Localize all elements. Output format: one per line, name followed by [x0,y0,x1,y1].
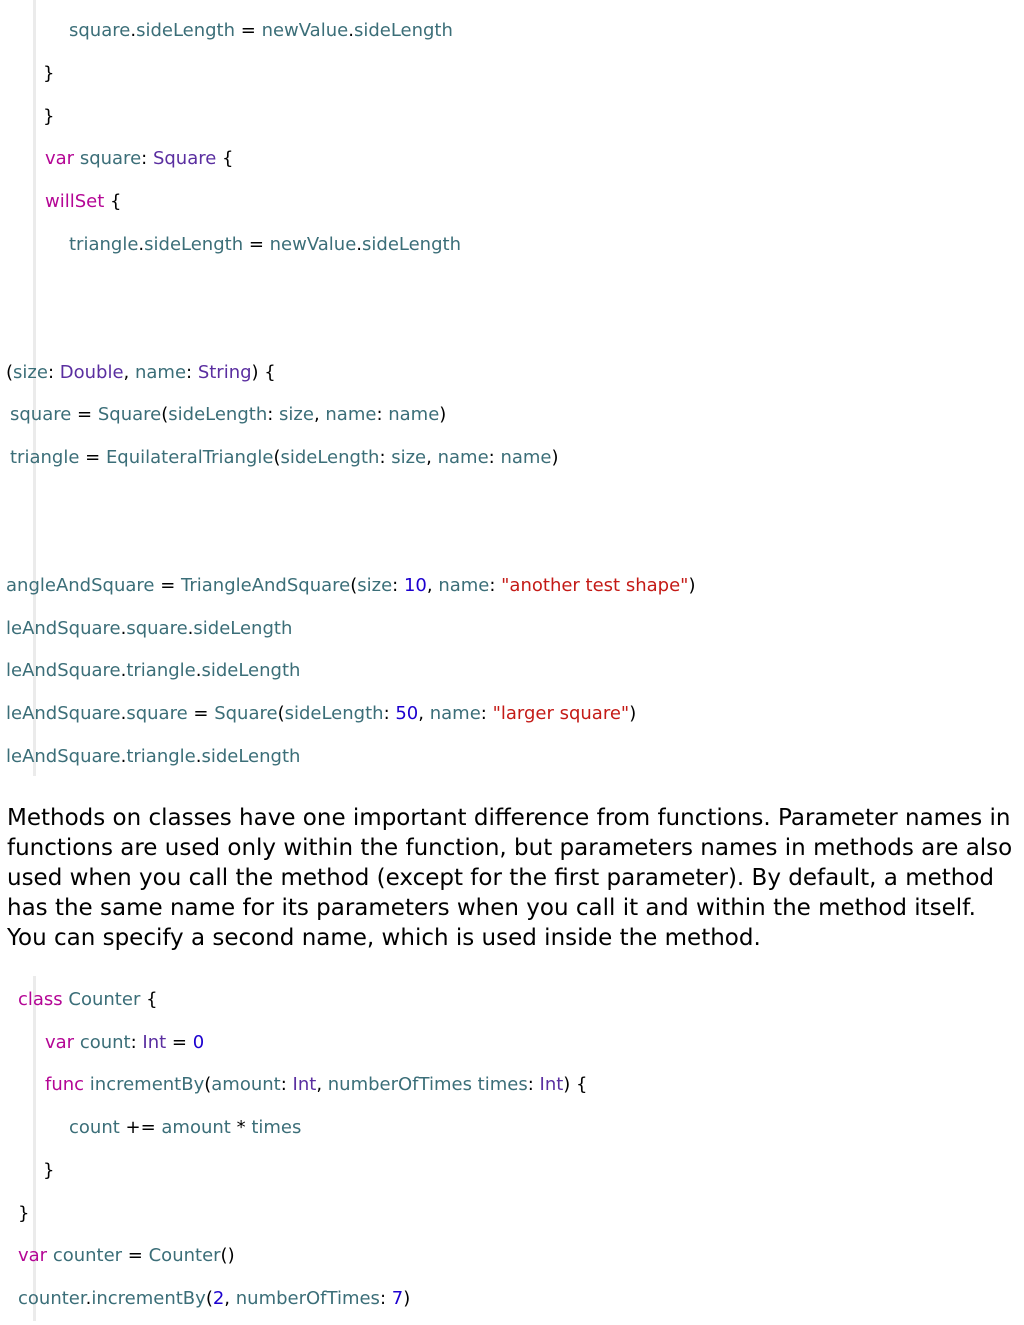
code-token: . [195,660,202,681]
code-token: 7 [391,1288,404,1309]
code-token: name [429,703,481,724]
code-token: { [216,148,234,169]
code-token: String [197,362,252,383]
code-line [69,233,461,257]
code-token: sideLength [201,746,301,767]
code-line [6,617,292,641]
code-token: : [383,703,396,724]
code-token: name [438,575,490,596]
code-line [45,1073,588,1097]
code-token: . [187,618,194,639]
code-token: : [379,447,392,468]
code-line [18,1202,29,1226]
code-line [45,1031,204,1055]
code-line [10,403,446,427]
code-token: = [79,447,106,468]
code-token: sideLength [201,660,301,681]
code-token: . [130,20,137,41]
code-token: square [69,20,131,41]
code-token: : [376,404,389,425]
code-token: name [388,404,440,425]
code-token: func [45,1074,85,1095]
code-token: size [279,404,314,425]
code-token: sideLength [362,234,461,255]
code-token: count [69,1117,120,1138]
code-token: { [104,191,122,212]
code-token: : [130,1032,143,1053]
code-token: leAndSquare [6,660,121,681]
code-token: } [43,63,55,84]
code-token: sideLength [144,234,244,255]
code-token: Int [292,1074,317,1095]
code-token: triangle [10,447,80,468]
code-token: , [224,1288,236,1309]
code-token: Int [142,1032,167,1053]
code-token: sideLength [193,618,293,639]
code-token: ) [403,1288,411,1309]
code-token: Double [59,362,124,383]
code-token: count [74,1032,131,1053]
code-token: 0 [192,1032,205,1053]
code-token: angleAndSquare [6,575,155,596]
code-token: sideLength [168,404,268,425]
code-line [6,659,300,683]
code-token: = [154,575,181,596]
code-token: sideLength [284,703,384,724]
code-token: newValue [261,20,349,41]
code-token: : [141,148,153,169]
code-token: . [120,746,127,767]
code-line [18,988,158,1012]
code-token: += [119,1117,162,1138]
code-token: Counter [62,989,141,1010]
code-token: sideLength [353,20,453,41]
code-token: incrementBy [91,1288,206,1309]
code-token: , [426,447,438,468]
code-token: = [71,404,98,425]
code-token: leAndSquare [6,746,121,767]
code-token: times [251,1117,302,1138]
code-token: * [230,1117,252,1138]
code-token: : [488,447,501,468]
code-token: = [243,234,270,255]
code-token: Counter [148,1245,221,1266]
code-token: amount [211,1074,281,1095]
code-token: . [120,618,127,639]
code-token: numberOfTimes times [327,1074,528,1095]
code-token: 50 [395,703,419,724]
code-token: . [348,20,354,41]
code-token: . [120,660,127,681]
code-token: : [489,575,502,596]
code-token: Square [214,703,278,724]
code-token: leAndSquare [6,618,121,639]
body-paragraph: Methods on classes have one important difference from functions. Parameter names in functions are used only within the function, but parameters names in methods are also used when you call the method (except for the first parameter). By default, a method has the same name for its parameters when you call it and within the method itself. You can specify a second name, which is used inside the method. [7,805,1013,951]
code-token: sideLength [280,447,380,468]
code-token: : [527,1074,540,1095]
code-token: var [45,148,75,169]
code-token: Square [152,148,217,169]
code-token: : [480,703,493,724]
code-token: ( [350,575,358,596]
code-token: : [379,1288,392,1309]
code-token: Square [97,404,162,425]
code-token: . [85,1288,92,1309]
code-token: incrementBy [84,1074,205,1095]
code-token: size [391,447,427,468]
code-token: square [126,618,188,639]
code-line [6,361,276,385]
code-token: Int [539,1074,564,1095]
code-token: "larger square" [492,703,630,724]
code-line [18,1244,235,1268]
code-token: var [18,1245,48,1266]
code-line [69,1116,301,1140]
code-token: , [313,404,326,425]
code-token: () [220,1245,235,1266]
code-token: } [43,1160,55,1181]
code-token: 2 [212,1288,225,1309]
code-token: ) [439,404,447,425]
code-line [43,1159,54,1183]
code-token: . [356,234,363,255]
code-token: amount [161,1117,231,1138]
code-line [45,190,121,214]
code-token: : [280,1074,293,1095]
code-token: ) { [251,362,276,383]
code-token: ) [688,575,696,596]
code-token: = [166,1032,193,1053]
code-token: numberOfTimes [235,1288,380,1309]
code-line [6,702,636,726]
code-token: ) { [563,1074,588,1095]
code-token: = [187,703,215,724]
code-token: size [357,575,393,596]
code-token: triangle [126,746,196,767]
code-token: name [500,447,552,468]
code-token: . [195,746,202,767]
code-token: : [267,404,280,425]
code-token: . [120,703,127,724]
code-token: ( [161,404,169,425]
code-line [43,62,54,86]
code-token: counter [47,1245,123,1266]
code-gutter-bar [33,976,36,1321]
code-token: square [74,148,142,169]
code-token: , [426,575,439,596]
code-token: } [43,106,55,127]
code-token: name [134,362,187,383]
code-line [10,446,559,470]
code-token: square [126,703,188,724]
code-token: name [437,447,489,468]
code-token: , [316,1074,328,1095]
code-token: triangle [126,660,196,681]
code-token: var [45,1032,75,1053]
code-token: } [18,1203,30,1224]
code-token: ( [205,1288,213,1309]
code-line [45,147,234,171]
code-token: = [235,20,262,41]
code-token: ) [629,703,637,724]
code-token: counter [18,1288,86,1309]
code-token: size [13,362,48,383]
code-token: : [47,362,60,383]
code-token: EquilateralTriangle [105,447,274,468]
code-line [18,1287,410,1311]
code-line [43,105,54,129]
code-line [6,574,695,598]
code-token: ( [204,1074,212,1095]
code-token: { [140,989,158,1010]
code-token: "another test shape" [501,575,689,596]
code-line [6,745,300,769]
code-line [69,19,453,43]
code-token: sideLength [136,20,236,41]
code-token: willSet [45,191,105,212]
code-token: ) [551,447,559,468]
code-token: square [10,404,72,425]
code-token: class [18,989,63,1010]
code-token: TriangleAndSquare [181,575,351,596]
code-token: ( [6,362,14,383]
code-token: , [418,703,430,724]
code-token: leAndSquare [6,703,121,724]
code-token: name [325,404,377,425]
code-token: : [392,575,404,596]
code-token: 10 [403,575,427,596]
code-token: newValue [269,234,357,255]
code-token: : [186,362,198,383]
code-token: = [122,1245,149,1266]
code-token: , [123,362,135,383]
code-token: ( [277,703,285,724]
code-token: . [138,234,145,255]
code-token: triangle [69,234,139,255]
code-token: ( [273,447,281,468]
